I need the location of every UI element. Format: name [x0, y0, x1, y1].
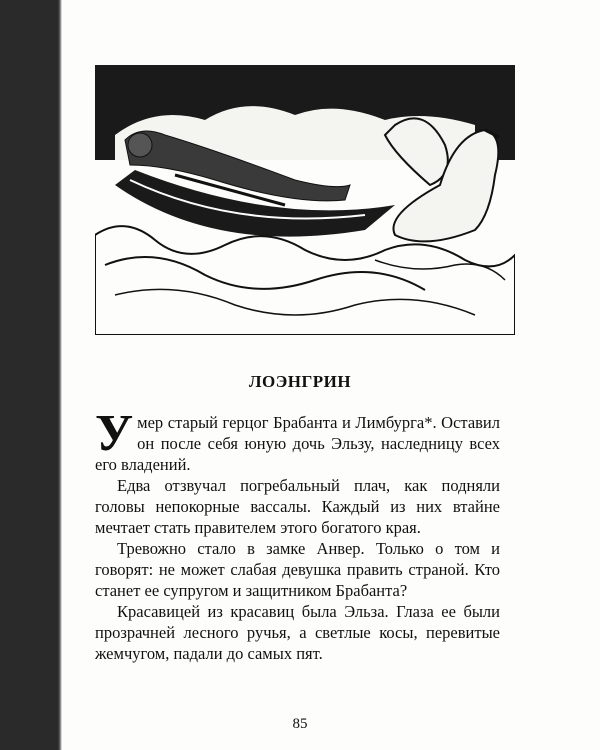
drop-cap: У [95, 405, 134, 462]
page-number: 85 [292, 716, 308, 732]
paragraph-3: Тревожно стало в замке Анвер. Только о том и говорят: не может слабая девушка править страной. Кто станет ее супругом и защитником Брабанта? [95, 539, 500, 600]
knight-swan-illustration [95, 65, 515, 335]
story-body [95, 405, 500, 664]
story-title: ЛОЭНГРИН [248, 372, 352, 391]
paragraph-1-text: мер старый герцог Брабанта и Лимбурга*. Оставил он после себя юную дочь Эльзу, наследницу всех его владений. [95, 413, 500, 474]
paragraph-2: Едва отзвучал погребальный плач, как подняли головы непокорные вассалы. Каждый из них втайне мечтает стать правителем этого богатого края. [95, 476, 500, 537]
paragraph-4: Красавицей из красавиц была Эльза. Глаза ее были прозрачней лесного ручья, а светлые косы, перевитые жемчугом, падали до самых пят. [95, 602, 500, 663]
swan-boat-icon [95, 65, 515, 335]
paragraph-1 [95, 405, 500, 475]
book-spine-shadow [0, 0, 62, 750]
